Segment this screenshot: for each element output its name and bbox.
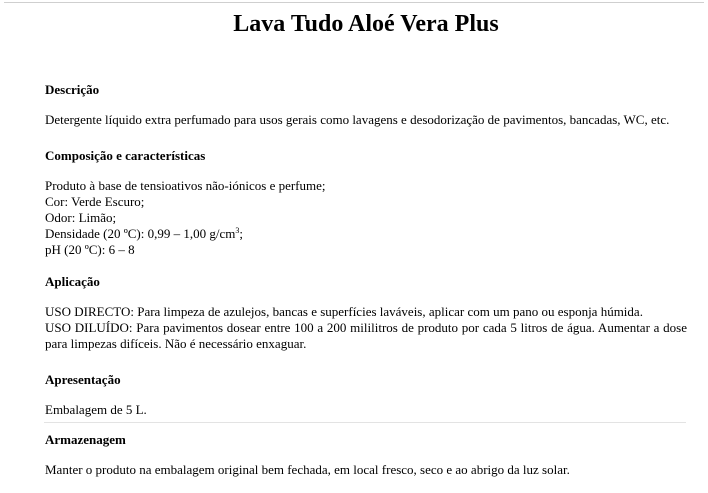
section-text-apresentacao: Embalagem de 5 L. xyxy=(45,402,147,417)
section-heading-composicao: Composição e características xyxy=(45,148,206,163)
section-aplicacao xyxy=(45,274,687,352)
composition-odor-line: Odor: Limão; xyxy=(45,210,117,225)
section-text-composicao xyxy=(45,178,687,258)
uso-directo-text: USO DIRECTO: Para limpeza de azulejos, bancas e superfícies laváveis, aplicar com um pano ou esponja húmida. xyxy=(45,304,643,319)
section-text-aplicacao xyxy=(45,304,687,352)
section-heading-armazenagem: Armazenagem xyxy=(45,432,126,447)
section-heading-descricao: Descrição xyxy=(45,82,100,97)
document-body xyxy=(45,82,687,478)
section-descricao xyxy=(45,82,687,128)
composition-base-line: Produto à base de tensioativos não-iónicos e perfume; xyxy=(45,178,326,193)
density-end: ; xyxy=(239,226,243,241)
composition-color-line: Cor: Verde Escuro; xyxy=(45,194,145,209)
section-divider xyxy=(44,422,686,423)
section-composicao xyxy=(45,148,687,258)
composition-density-line xyxy=(45,226,687,242)
top-divider xyxy=(4,2,704,3)
section-heading-apresentacao: Apresentação xyxy=(45,372,121,387)
density-text: Densidade (20 ºC): 0,99 – 1,00 g/cm xyxy=(45,226,236,241)
uso-diluido-text: USO DILUÍDO: Para pavimentos dosear entre 100 a 200 mililitros de produto por cada 5 litros de água. Aumentar a dose para limpezas difíceis. Não é necessário enxaguar. xyxy=(45,320,687,351)
section-heading-aplicacao: Aplicação xyxy=(45,274,100,289)
composition-ph-line: pH (20 ºC): 6 – 8 xyxy=(45,242,135,257)
section-text-descricao: Detergente líquido extra perfumado para usos gerais como lavagens e desodorização de pavimentos, bancadas, WC, etc. xyxy=(45,112,670,127)
section-armazenagem xyxy=(45,432,687,478)
section-apresentacao xyxy=(45,372,687,418)
section-text-armazenagem: Manter o produto na embalagem original bem fechada, em local fresco, seco e ao abrigo da luz solar. xyxy=(45,462,570,477)
density-superscript: 3 xyxy=(235,226,240,235)
document-title: Lava Tudo Aloé Vera Plus xyxy=(233,11,499,37)
